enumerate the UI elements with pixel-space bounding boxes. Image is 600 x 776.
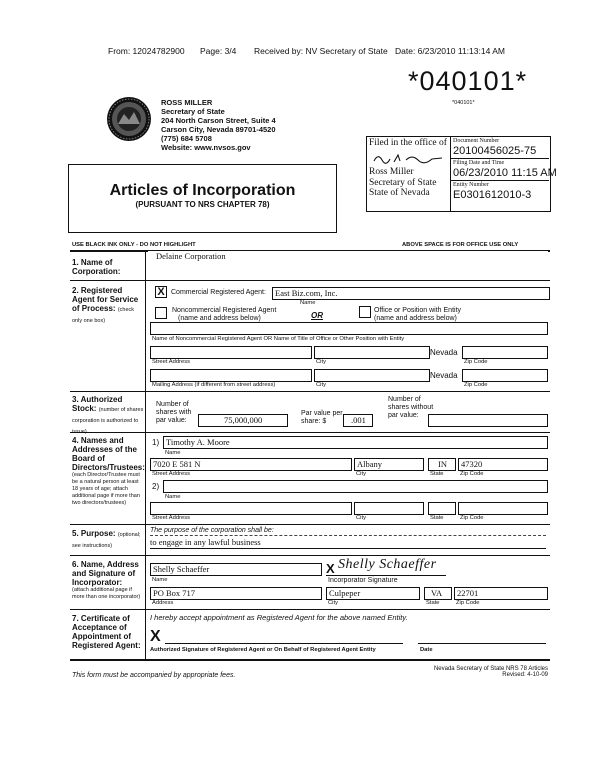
director-1-state-caption: State: [430, 471, 444, 477]
section-4-note: (each Director/Trustee must be a natural person at least 18 years of age; attach additional page if more than two directors/trustees): [72, 472, 140, 506]
director-2-name-field[interactable]: [163, 480, 548, 493]
incorporator-state-caption: State: [426, 600, 440, 606]
fax-date: Date: 6/23/2010 11:13:14 AM: [395, 46, 505, 56]
incorporator-address-caption: Address: [152, 600, 174, 606]
incorporator-state-field[interactable]: [424, 587, 452, 600]
director-1-zip-caption: Zip Code: [460, 471, 484, 477]
incorporator-name-field[interactable]: [150, 563, 322, 576]
doc-number: 20100456025-75: [453, 145, 537, 157]
section-3-label: [72, 395, 144, 437]
section-4-label: [72, 436, 144, 507]
section-3-note: (number of shares corporation is authorized to issue): [72, 407, 144, 435]
filing-officer: [369, 167, 437, 199]
no-par-field[interactable]: [428, 414, 548, 427]
director-1-city: Albany: [357, 459, 383, 469]
commercial-agent-name: East Biz.com, Inc.: [275, 288, 338, 298]
incorporator-signature[interactable]: Shelly Schaeffer: [338, 557, 437, 572]
section-4-title: 4. Names and Addresses of the Board of Directors/Trustees:: [72, 436, 145, 472]
director-2-state-field[interactable]: [428, 502, 456, 515]
corporation-name: Delaine Corporation: [156, 251, 226, 261]
nevada-seal-icon: [106, 96, 152, 142]
or-label: OR: [311, 311, 323, 320]
office-position-title: Office or Position with Entity: [374, 307, 462, 314]
incorporator-zip-field[interactable]: [454, 587, 548, 600]
office-address2: Carson City, Nevada 89701-4520: [161, 125, 276, 134]
barcode-number: *040101*: [408, 66, 528, 96]
noncommercial-agent-label: [172, 307, 276, 323]
filed-label: Filed in the office of: [369, 138, 447, 148]
footer-revised: Revised: 4-10-09: [502, 672, 548, 678]
agent-mailing-zip-field[interactable]: [462, 369, 548, 382]
director-2-city-caption: City: [356, 515, 366, 521]
office-use-note: ABOVE SPACE IS FOR OFFICE USE ONLY: [402, 242, 519, 248]
incorporator-state: VA: [431, 588, 443, 598]
office-website: Website: www.nvsos.gov: [161, 143, 251, 152]
par-value: .001: [351, 415, 366, 425]
agent-mailing-city-field[interactable]: [314, 369, 430, 382]
agent-mailing-zip-caption: Zip Code: [464, 382, 488, 388]
director-2-street-field[interactable]: [150, 502, 352, 515]
office-position-label: [374, 307, 461, 323]
purpose-field[interactable]: [150, 537, 546, 549]
director-1-street: 7020 E 581 N: [153, 459, 201, 469]
fax-page: Page: 3/4: [200, 46, 237, 56]
director-2-number: 2): [152, 482, 160, 491]
officer-title: Secretary of State: [369, 177, 437, 188]
office-position-sub: (name and address below): [374, 315, 457, 322]
section-2-title: 2. Registered Agent for Service of Process:: [72, 286, 139, 313]
director-1-name-caption: Name: [165, 450, 181, 456]
shares-par-label: Number of shares with par value:: [156, 401, 192, 424]
director-2-zip-caption: Zip Code: [460, 515, 484, 521]
agent-city-caption: City: [316, 359, 326, 365]
agent-date-field[interactable]: [418, 632, 546, 644]
agent-signature-field[interactable]: [165, 632, 403, 644]
incorporator-city-caption: City: [328, 600, 338, 606]
director-1-city-caption: City: [356, 471, 366, 477]
agent-acceptance-statement: I hereby accept appointment as Registered Agent for the above named Entity.: [150, 613, 408, 622]
footer-form-name: Nevada Secretary of State NRS 78 Articles: [433, 666, 548, 672]
director-1-number: 1): [152, 438, 160, 447]
section-5-note: (optional; see instructions): [72, 532, 141, 549]
incorporator-zip: 22701: [457, 588, 479, 598]
agent-street-caption: Street Address: [152, 359, 191, 365]
director-1-street-caption: Street Address: [152, 471, 191, 477]
incorporator-name: Shelly Schaeffer: [153, 564, 210, 574]
filing-date: 06/23/2010 11:15 AM: [453, 167, 557, 179]
agent-sig-caption: Authorized Signature of Registered Agent or On Behalf of Registered Agent Entity: [150, 647, 376, 653]
incorporator-name-caption: Name: [152, 577, 168, 583]
director-1-street-field[interactable]: [150, 458, 352, 471]
commercial-agent-checkbox[interactable]: X: [155, 286, 167, 298]
section-1-label: 1. Name of Corporation:: [72, 258, 121, 276]
commercial-name-caption: Name: [300, 300, 316, 306]
section-6-note: (attach additional page if more than one incorporator): [72, 587, 141, 600]
form-title: Articles of Incorporation: [109, 182, 296, 199]
incorporator-city-field[interactable]: [326, 587, 420, 600]
footer-note: This form must be accompanied by appropriate fees.: [72, 672, 236, 679]
section-2-label: [72, 286, 144, 326]
agent-zip-field[interactable]: [462, 346, 548, 359]
commercial-agent-label: Commercial Registered Agent:: [171, 289, 266, 296]
agent-state-nevada: Nevada: [430, 348, 458, 357]
entity-number: E0301612010-3: [453, 189, 532, 201]
ink-note: USE BLACK INK ONLY - DO NOT HIGHLIGHT: [72, 242, 196, 248]
office-name: ROSS MILLER: [161, 98, 213, 107]
incorporator-sig-caption: Incorporator Signature: [328, 577, 398, 584]
barcode-number-small: *040101*: [452, 100, 475, 106]
agent-city-field[interactable]: [314, 346, 430, 359]
section-6-label: [72, 560, 144, 601]
par-value-label: Par value per share: $: [301, 410, 343, 425]
filing-date-label: Filing Date and Time: [453, 160, 505, 166]
section-2-note: (check only one box): [72, 307, 135, 324]
agent-mailing-city-caption: City: [316, 382, 326, 388]
director-1-state-field[interactable]: [428, 458, 456, 471]
secretary-signature: [372, 151, 446, 165]
office-phone: (775) 684 5708: [161, 134, 212, 143]
officer-name: Ross Miller: [369, 167, 414, 177]
fax-received: Received by: NV Secretary of State: [254, 46, 388, 56]
officer-state: State of Nevada: [369, 188, 430, 198]
incorporator-zip-caption: Zip Code: [456, 600, 480, 606]
noncommercial-name-caption: Name of Noncommercial Registered Agent OR Name of Title of Office or Other Position with Entity: [152, 336, 405, 342]
director-2-zip-field[interactable]: [458, 502, 548, 515]
director-1-zip: 47320: [461, 459, 483, 469]
doc-number-label: Document Number: [453, 138, 500, 144]
director-2-name-caption: Name: [165, 494, 181, 500]
office-position-checkbox[interactable]: [359, 306, 371, 318]
director-2-city-field[interactable]: [354, 502, 424, 515]
office-address1: 204 North Carson Street, Suite 4: [161, 116, 276, 125]
director-1-zip-field[interactable]: [458, 458, 548, 471]
section-3-title: 3. Authorized Stock:: [72, 395, 123, 413]
incorporator-sig-x: X: [326, 561, 335, 576]
form-subtitle: (PURSUANT TO NRS CHAPTER 78): [135, 200, 270, 209]
shares-par-value: 75,000,000: [224, 415, 263, 425]
agent-date-caption: Date: [420, 647, 433, 653]
section-7-label: 7. Certificate of Acceptance of Appointment of Registered Agent:: [72, 614, 141, 650]
agent-mailing-caption: Mailing Address (if different from street address): [152, 382, 276, 388]
incorporator-address-field[interactable]: [150, 587, 322, 600]
purpose-caption: The purpose of the corporation shall be:: [150, 527, 274, 534]
agent-street-field[interactable]: [150, 346, 312, 359]
fax-from: From: 12024782900: [108, 46, 185, 56]
corporation-name-field[interactable]: [148, 251, 548, 273]
agent-sig-x: X: [150, 628, 161, 645]
agent-mailing-state-nevada: Nevada: [430, 371, 458, 380]
office-block: [161, 98, 276, 152]
section-6-title: 6. Name, Address and Signature of Incorporator:: [72, 560, 139, 587]
incorporator-address: PO Box 717: [153, 588, 196, 598]
agent-mailing-field[interactable]: [150, 369, 312, 382]
director-1-state: IN: [438, 459, 447, 469]
director-2-street-caption: Street Address: [152, 515, 191, 521]
noncommercial-agent-checkbox[interactable]: [155, 307, 167, 319]
incorporator-city: Culpeper: [329, 588, 361, 598]
noncommercial-sub: (name and address below): [178, 315, 261, 322]
no-par-label: Number of shares without par value:: [388, 396, 434, 419]
par-value-field[interactable]: [343, 414, 373, 427]
director-1-name-field[interactable]: [163, 436, 548, 449]
footer-revision: [398, 666, 548, 678]
entity-number-label: Entity Number: [453, 182, 489, 188]
shares-par-field[interactable]: [198, 414, 288, 427]
section-5-label: [72, 529, 144, 551]
office-title: Secretary of State: [161, 107, 225, 116]
agent-zip-caption: Zip Code: [464, 359, 488, 365]
commercial-agent-field[interactable]: [272, 287, 550, 300]
purpose-value: to engage in any lawful business: [150, 537, 261, 547]
director-1-name: Timothy A. Moore: [166, 437, 230, 447]
noncommercial-title: Noncommercial Registered Agent: [172, 307, 277, 314]
director-1-city-field[interactable]: [354, 458, 424, 471]
section-5-title: 5. Purpose:: [72, 529, 116, 538]
noncommercial-name-field[interactable]: [150, 322, 548, 335]
director-2-state-caption: State: [430, 515, 444, 521]
